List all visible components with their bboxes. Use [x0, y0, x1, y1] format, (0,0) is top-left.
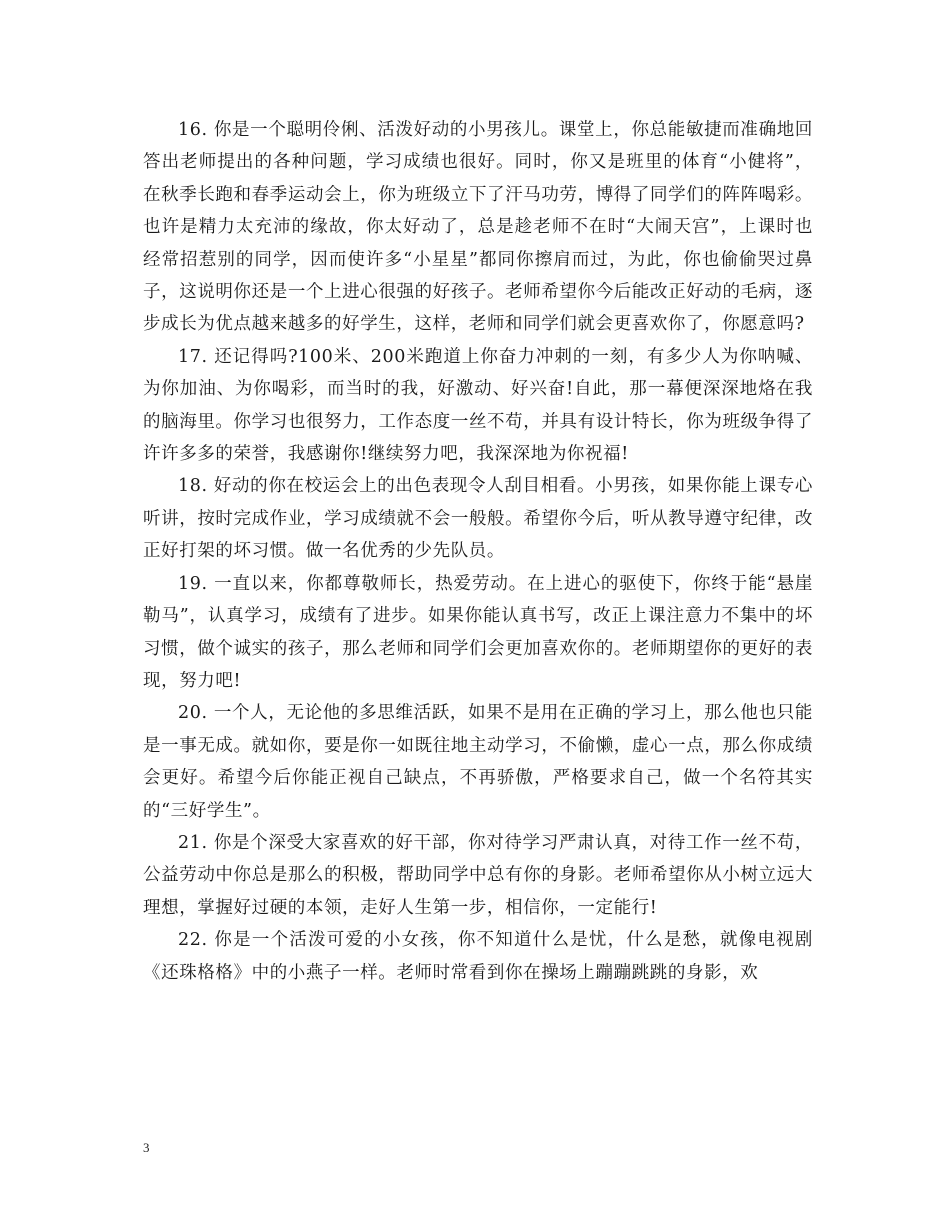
paragraph-22: 22. 你是一个活泼可爱的小女孩，你不知道什么是忧，什么是愁，就像电视剧《还珠格格》中的小燕子一样。老师时常看到你在操场上蹦蹦跳跳的身影，欢: [143, 930, 813, 983]
paragraph-18: 18. 好动的你在校运会上的出色表现令人刮目相看。小男孩，如果你能上课专心听讲，按时完成作业，学习成绩就不会一般般。希望你今后，听从教导遵守纪律，改正好打架的坏习惯。做一名优秀的少先队员。: [143, 476, 813, 562]
page-body: [143, 114, 813, 989]
page-number: 3: [143, 1140, 150, 1155]
paragraph-21: 21. 你是个深受大家喜欢的好干部，你对待学习严肃认真，对待工作一丝不苟，公益劳动中你总是那么的积极，帮助同学中总有你的身影。老师希望你从小树立远大理想，掌握好过硬的本领，走好人生第一步，相信你，一定能行!: [143, 832, 813, 918]
paragraph-19: 19. 一直以来，你都尊敬师长，热爱劳动。在上进心的驱使下，你终于能“悬崖勒马”，认真学习，成绩有了进步。如果你能认真书写，改正上课注意力不集中的坏习惯，做个诚实的孩子，那么老师和同学们会更加喜欢你的。老师期望你的更好的表现，努力吧!: [143, 573, 813, 691]
paragraph-16: 16. 你是一个聪明伶俐、活泼好动的小男孩儿。课堂上，你总能敏捷而准确地回答出老师提出的各种问题，学习成绩也很好。同时，你又是班里的体育“小健将”，在秋季长跑和春季运动会上，你为班级立下了汗马功劳，博得了同学们的阵阵喝彩。也许是精力太充沛的缘故，你太好动了，总是趁老师不在时“大闹天宫”，上课时也经常招惹别的同学，因而使许多“小星星”都同你擦肩而过，为此，你也偷偷哭过鼻子，这说明你还是一个上进心很强的好孩子。老师希望你今后能改正好动的毛病，逐步成长为优点越来越多的好学生，这样，老师和同学们就会更喜欢你了，你愿意吗?: [143, 120, 813, 335]
paragraph-17: 17. 还记得吗?100米、200米跑道上你奋力冲刺的一刻，有多少人为你呐喊、为你加油、为你喝彩，而当时的我，好激动、好兴奋!自此，那一幕便深深地烙在我的脑海里。你学习也很努力，工作态度一丝不苟，并具有设计特长，你为班级争得了许许多多的荣誉，我感谢你!继续努力吧，我深深地为你祝福!: [143, 346, 813, 465]
paragraph-20: 20. 一个人，无论他的多思维活跃，如果不是用在正确的学习上，那么他也只能是一事无成。就如你，要是你一如既往地主动学习，不偷懒，虚心一点，那么你成绩会更好。希望今后你能正视自己缺点，不再骄傲，严格要求自己，做一个名符其实的“三好学生”。: [143, 703, 813, 821]
